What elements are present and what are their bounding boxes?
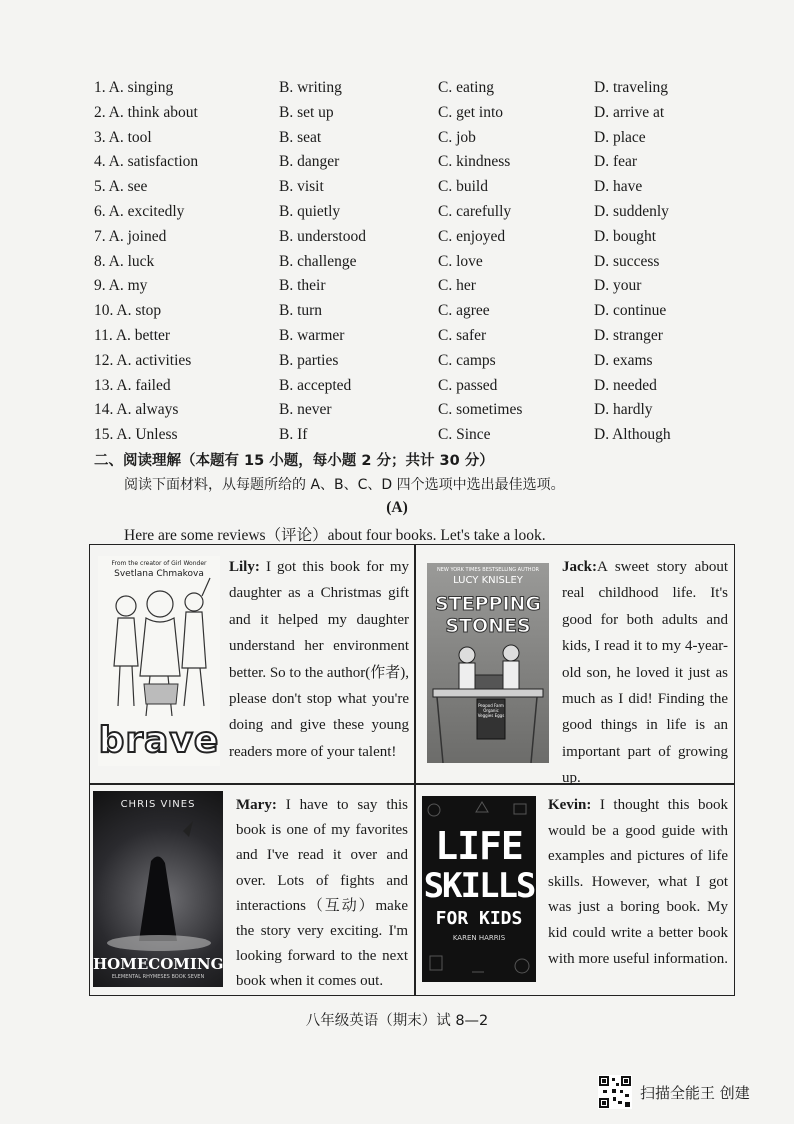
cover-stepping-author: LUCY KNISLEY	[453, 575, 523, 586]
review-mary	[236, 793, 408, 995]
option-c: C. enjoyed	[438, 227, 506, 245]
review-mary-name: Mary:	[236, 797, 277, 813]
question-row	[94, 225, 754, 250]
cover-brave	[98, 556, 220, 766]
option-d: D. Although	[594, 426, 671, 444]
option-a: 15. A. Unless	[94, 426, 178, 444]
scanner-watermark: 扫描全能王 创建	[640, 1084, 750, 1102]
option-a: 6. A. excitedly	[94, 202, 185, 220]
option-a: 5. A. see	[94, 178, 148, 196]
review-lily-name: Lily:	[229, 559, 260, 575]
option-d: D. success	[594, 252, 660, 270]
review-mary-text: I have to say this book is one of my favorites and I've read it over and over. Lots of fights and interactions（互动）make the story very exciting. I'm looking forward to the next book when it comes out.	[236, 797, 408, 990]
cover-stepping-sign: Peapod Farm Organic Veggies Eggs	[477, 703, 505, 718]
option-b: B. understood	[279, 227, 366, 245]
section-title: 二、阅读理解（本题有 15 小题，每小题 2 分；共计 30 分）	[94, 453, 494, 469]
cover-stepping-illustration	[427, 563, 549, 763]
option-a: 13. A. failed	[94, 376, 171, 394]
option-a: 11. A. better	[94, 326, 171, 344]
question-row	[94, 175, 754, 200]
cover-stepping-topline: NEW YORK TIMES BESTSELLING AUTHOR	[437, 567, 539, 573]
passage-label: (A)	[386, 499, 408, 516]
page-footer: 八年级英语（期末）试 8—2	[305, 1013, 489, 1029]
question-row	[94, 250, 754, 275]
option-d: D. traveling	[594, 79, 669, 96]
option-d: D. needed	[594, 376, 657, 394]
cover-life-title2: SKILLS	[423, 866, 535, 906]
option-b: B. turn	[279, 302, 323, 320]
option-a: 2. A. think about	[94, 103, 198, 121]
option-c: C. eating	[438, 79, 494, 96]
cover-stepping-stones	[427, 563, 549, 763]
cover-stepping-title1: STEPPING	[434, 593, 542, 615]
question-row	[94, 150, 754, 175]
review-lily-text: I got this book for my daughter as a Christmas gift and it helped my daughter understand her environment better. So to the author(作者), please don't stop what you're doing and give these young readers more of your talent!	[229, 559, 409, 760]
cover-homecoming-title: HOMECOMING	[93, 955, 223, 973]
cover-brave-title: brave	[98, 720, 220, 761]
question-row	[94, 76, 754, 101]
option-b: B. warmer	[279, 326, 345, 344]
review-kevin-text: I thought this book would be a good guide with examples and pictures of life skills. However, what I got was just a boring book. My kid could write a better book with more useful information.	[548, 797, 728, 967]
option-b: B. visit	[279, 178, 324, 196]
review-jack	[562, 554, 728, 792]
question-row	[94, 349, 754, 374]
cover-homecoming	[93, 791, 223, 987]
review-jack-name: Jack:	[562, 559, 597, 575]
option-a: 10. A. stop	[94, 302, 162, 320]
option-d: D. exams	[594, 351, 653, 369]
option-a: 9. A. my	[94, 277, 148, 295]
option-c: C. kindness	[438, 153, 511, 171]
option-d: D. stranger	[594, 326, 663, 344]
option-d: D. bought	[594, 227, 656, 245]
question-row	[94, 423, 754, 448]
option-a: 8. A. luck	[94, 252, 155, 270]
option-c: C. build	[438, 178, 488, 196]
option-b: B. parties	[279, 351, 339, 369]
option-c: C. camps	[438, 351, 496, 369]
qr-code-icon	[598, 1075, 632, 1109]
option-b: B. challenge	[279, 252, 357, 270]
option-a: 3. A. tool	[94, 128, 152, 146]
option-c: C. carefully	[438, 202, 512, 220]
option-b: B. never	[279, 401, 332, 419]
option-c: C. sometimes	[438, 401, 523, 419]
cover-life-skills	[422, 796, 536, 982]
option-b: B. accepted	[279, 376, 352, 394]
option-b: B. If	[279, 426, 308, 444]
question-row	[94, 374, 754, 399]
option-c: C. job	[438, 128, 476, 146]
option-a: 4. A. satisfaction	[94, 153, 199, 171]
cover-brave-author: Svetlana Chmakova	[114, 569, 204, 579]
option-b: B. set up	[279, 103, 334, 121]
option-b: B. seat	[279, 128, 322, 146]
cover-homecoming-subtitle: ELEMENTAL RHYMESES BOOK SEVEN	[111, 974, 205, 980]
option-d: D. your	[594, 277, 642, 295]
option-c: C. agree	[438, 302, 490, 320]
option-b: B. their	[279, 277, 326, 295]
cover-life-title3: FOR KIDS	[435, 908, 523, 929]
cover-brave-topline: From the creator of Girl Wonder	[111, 560, 207, 567]
review-kevin-name: Kevin:	[548, 797, 592, 813]
option-d: D. have	[594, 178, 643, 196]
option-d: D. suddenly	[594, 202, 669, 220]
option-d: D. place	[594, 128, 646, 146]
question-row	[94, 101, 754, 126]
option-c: C. Since	[438, 426, 491, 444]
section-instruction: 阅读下面材料，从每题所给的 A、B、C、D 四个选项中选出最佳选项。	[124, 477, 565, 493]
review-kevin	[548, 793, 728, 972]
question-row	[94, 398, 754, 423]
option-a: 7. A. joined	[94, 227, 167, 245]
option-c: C. her	[438, 277, 476, 295]
option-d: D. fear	[594, 153, 638, 171]
cover-stepping-title2: STONES	[445, 615, 531, 637]
review-jack-text: A sweet story about real childhood life. It's good for both adults and kids, I read it to my 4-year-old son, he loved it just as much as I did! Finding the good things in life is an important part of growing up.	[562, 559, 728, 787]
option-d: D. continue	[594, 302, 667, 320]
cover-life-title1: LIFE	[435, 824, 523, 868]
review-lily	[229, 554, 409, 765]
cover-life-author: KAREN HARRIS	[452, 934, 506, 942]
question-row	[94, 299, 754, 324]
option-b: B. writing	[279, 79, 342, 96]
option-b: B. quietly	[279, 202, 341, 220]
option-a: 14. A. always	[94, 401, 179, 419]
option-b: B. danger	[279, 153, 340, 171]
passage-intro: Here are some reviews（评论）about four books. Let's take a look.	[124, 527, 546, 544]
option-c: C. safer	[438, 326, 487, 344]
option-c: C. love	[438, 252, 483, 270]
options-list	[94, 76, 754, 448]
option-d: D. hardly	[594, 401, 653, 419]
option-a: 1. A. singing	[94, 79, 174, 96]
option-c: C. passed	[438, 376, 498, 394]
table-divider-vertical	[414, 544, 416, 996]
question-row	[94, 126, 754, 151]
cover-homecoming-author: CHRIS VINES	[120, 799, 196, 810]
question-row	[94, 324, 754, 349]
option-c: C. get into	[438, 103, 504, 121]
question-row	[94, 200, 754, 225]
option-a: 12. A. activities	[94, 351, 192, 369]
option-d: D. arrive at	[594, 103, 665, 121]
question-row	[94, 274, 754, 299]
